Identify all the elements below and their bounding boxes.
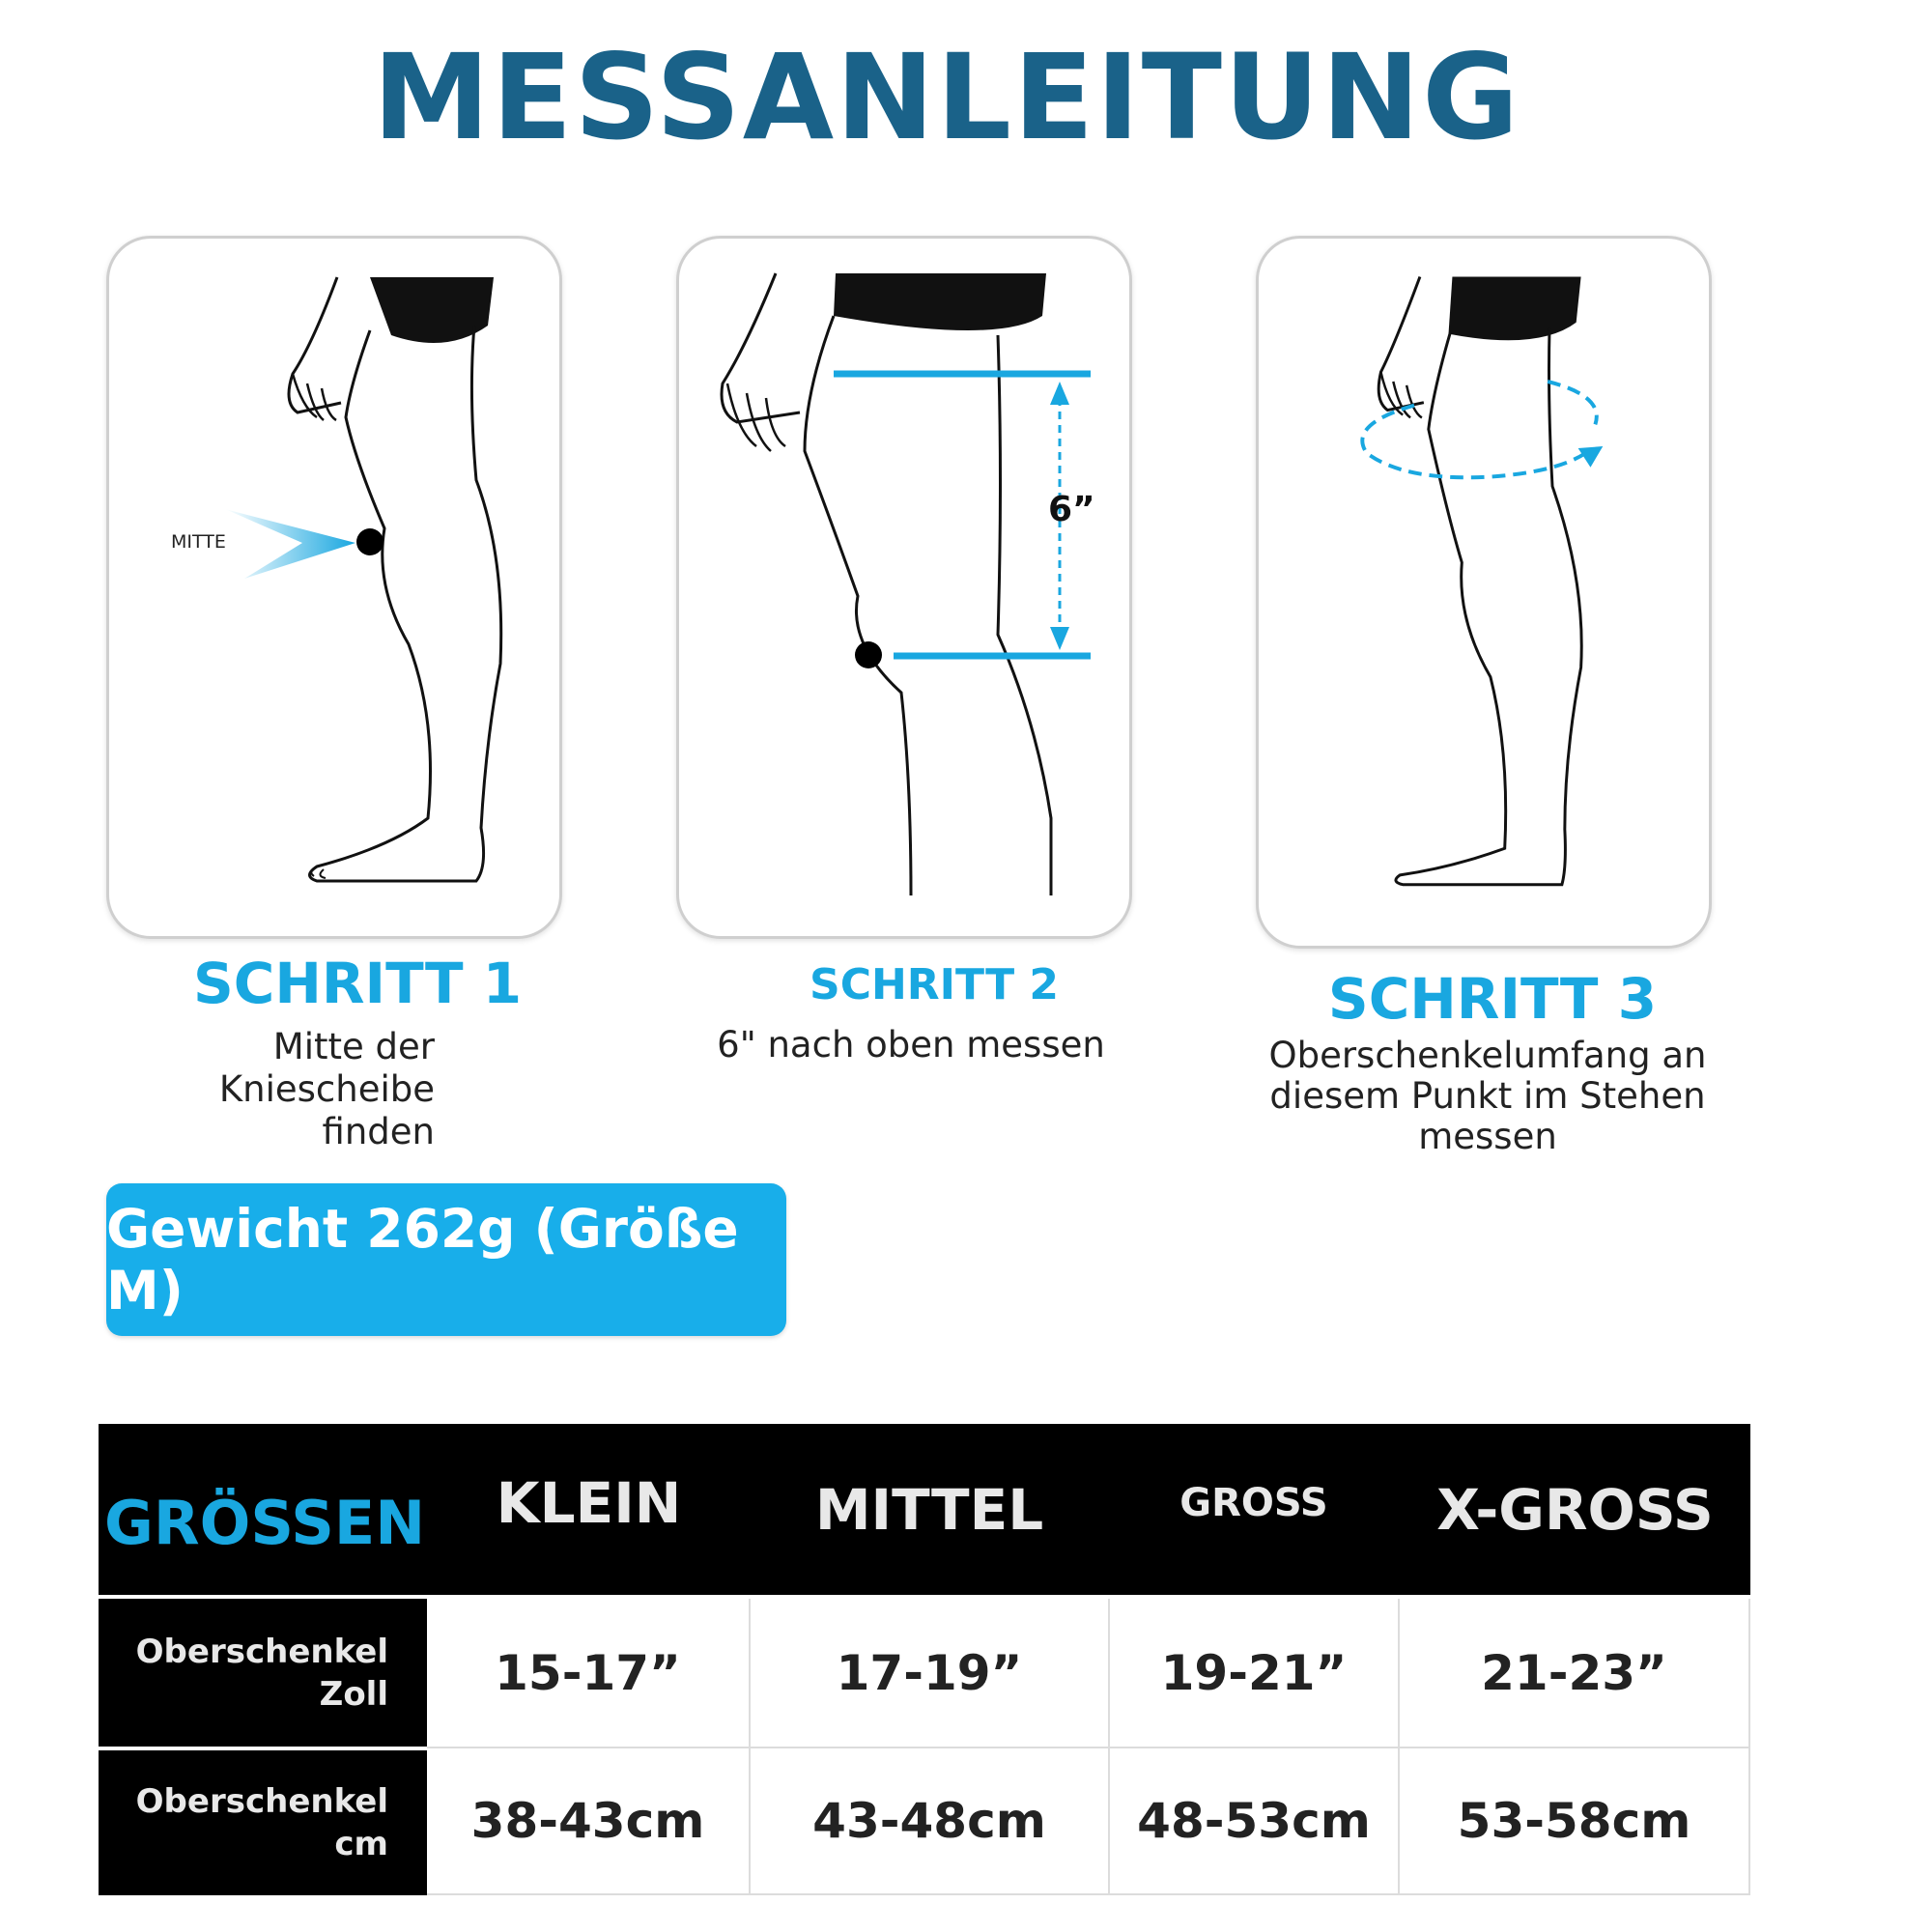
row-label-inch <box>99 1599 427 1747</box>
step-3-desc-line: messen <box>1418 1116 1557 1157</box>
step-2-desc <box>676 1024 1146 1066</box>
measure-label: 6” <box>1048 490 1095 529</box>
step-3-card <box>1256 236 1712 949</box>
step-2-title: SCHRITT 2 <box>810 960 1060 1009</box>
table-cell: 17-19” <box>751 1599 1110 1748</box>
size-medium: MITTEL <box>814 1476 1044 1543</box>
size-table <box>99 1424 1750 1895</box>
step-3-desc-line: Oberschenkelumfang an <box>1268 1035 1707 1076</box>
table-cell: 53-58cm <box>1400 1748 1750 1895</box>
step-1-desc <box>46 1026 435 1153</box>
weight-badge: Gewicht 262g (Größe M) <box>106 1183 786 1336</box>
table-cell: 19-21” <box>1110 1599 1400 1748</box>
leg-illustration <box>109 239 559 936</box>
table-cell: 48-53cm <box>1110 1748 1400 1895</box>
sizes-header: GRÖSSEN <box>104 1488 426 1558</box>
row-label-line: Zoll <box>319 1674 388 1714</box>
leg-illustration <box>1259 239 1709 936</box>
step-3-desc-line: diesem Punkt im Stehen <box>1269 1075 1706 1117</box>
step-1-desc-line: finden <box>322 1111 435 1152</box>
row-label-cm <box>99 1750 427 1895</box>
step-1-title: SCHRITT 1 <box>193 951 523 1016</box>
table-cell: 15-17” <box>427 1599 751 1748</box>
page-title: MESSANLEITUNG <box>372 29 1521 166</box>
step-1-card <box>106 236 562 939</box>
step-2-desc-line: 6" nach oben messen <box>717 1024 1105 1065</box>
table-cell: 21-23” <box>1400 1599 1750 1748</box>
step-3-title: SCHRITT 3 <box>1327 966 1658 1032</box>
step-2-card <box>676 236 1132 939</box>
size-large: GROSS <box>1179 1480 1328 1525</box>
step-1-desc-line: Mitte der Kniescheibe <box>218 1026 435 1110</box>
row-label-line: Oberschenkel cm <box>135 1782 388 1863</box>
row-label-line: Oberschenkel <box>135 1632 388 1671</box>
table-cell: 43-48cm <box>751 1748 1110 1895</box>
step-3-desc <box>1246 1036 1729 1157</box>
arrow-marker-icon <box>225 509 355 579</box>
leg-illustration <box>679 239 1129 936</box>
table-cell: 38-43cm <box>427 1748 751 1895</box>
marker-label: MITTE <box>171 531 226 553</box>
size-xlarge: X-GROSS <box>1436 1476 1714 1543</box>
size-small: KLEIN <box>496 1469 682 1536</box>
